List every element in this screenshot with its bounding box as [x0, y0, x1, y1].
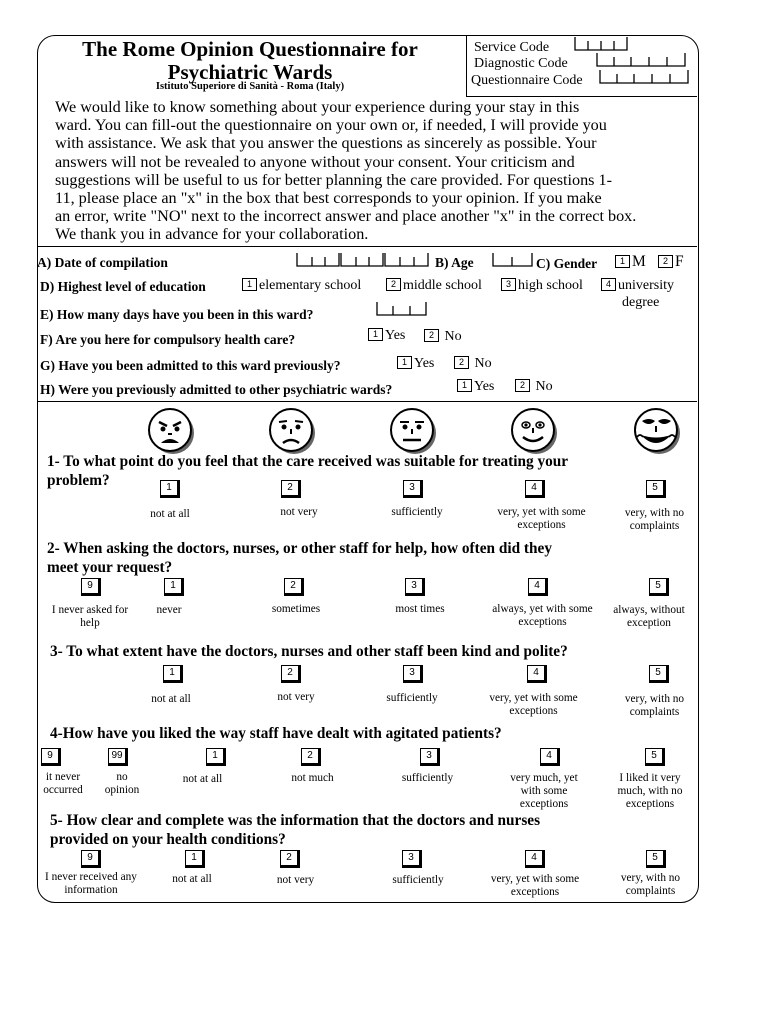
date-of-compilation-field[interactable]: [296, 253, 430, 267]
question-2: [47, 540, 707, 577]
question-3: [50, 643, 710, 662]
very-happy-face-icon: [630, 407, 684, 455]
answer-label: very, yet with some exceptions: [489, 692, 578, 717]
questionnaire-code-field[interactable]: [599, 70, 689, 84]
no-label: No: [535, 379, 553, 394]
question-text: 5- How clear and complete was the information that the doctors and nurses: [50, 812, 541, 829]
question-5: [50, 812, 710, 849]
answer-box[interactable]: 3: [403, 480, 423, 498]
other-wards-no-option[interactable]: [515, 379, 553, 395]
answer-box[interactable]: 1: [164, 578, 184, 596]
answer-label: most times: [395, 603, 445, 615]
intro-line: suggestions will be useful to us for better planning the care provided. For questions 1-: [55, 170, 613, 189]
answer-label: not at all: [151, 693, 191, 705]
answer-box[interactable]: 9: [81, 850, 101, 868]
question-text: 2- When asking the doctors, nurses, or other staff for help, how often did they: [47, 540, 552, 557]
question-text: problem?: [47, 471, 110, 489]
diagnostic-code-label: Diagnostic Code: [474, 56, 568, 71]
answer-box[interactable]: 4: [525, 480, 545, 498]
answer-label: not at all: [172, 873, 212, 885]
answer-label: very, yet with some exceptions: [497, 506, 586, 531]
answer-label: very, with no complaints: [624, 693, 685, 718]
gender-male-label: M: [632, 253, 646, 270]
no-box[interactable]: 2: [515, 379, 530, 392]
answer-box[interactable]: 2: [301, 748, 321, 766]
sad-face-icon: [267, 407, 317, 455]
demographics-rule: [37, 401, 697, 402]
education-box[interactable]: 1: [242, 278, 257, 291]
answer-label: sufficiently: [401, 772, 454, 784]
answer-label: very much, yet with some exceptions: [510, 772, 578, 810]
yes-label: Yes: [474, 379, 495, 394]
answer-label: not at all: [150, 508, 190, 520]
answer-label: not very: [280, 506, 318, 518]
header-rule: [466, 96, 697, 97]
no-label: No: [444, 329, 462, 344]
answer-label: I never received any information: [45, 871, 137, 896]
answer-box[interactable]: 4: [540, 748, 560, 766]
answer-label: no opinion: [104, 771, 140, 796]
answer-box[interactable]: 2: [284, 578, 304, 596]
no-label: No: [474, 356, 492, 371]
question-1: [47, 453, 707, 490]
questionnaire-code-label: Questionnaire Code: [471, 73, 583, 88]
intro-line: We would like to know something about your experience during your stay in this: [55, 98, 580, 116]
answer-box[interactable]: 5: [649, 665, 669, 683]
answer-box[interactable]: 3: [405, 578, 425, 596]
answer-label: sufficiently: [386, 692, 438, 704]
answer-box[interactable]: 5: [645, 748, 665, 766]
compulsory-yes-option[interactable]: [368, 328, 405, 344]
form-title-line-2: Psychiatric Wards: [167, 60, 333, 84]
answer-box[interactable]: 2: [281, 665, 301, 683]
answer-box[interactable]: 9: [41, 748, 61, 766]
answer-box[interactable]: 1: [163, 665, 183, 683]
education-box[interactable]: 3: [501, 278, 516, 291]
answer-label: sometimes: [271, 603, 321, 615]
education-university-cont: degree: [622, 295, 660, 310]
answer-label: not very: [277, 691, 315, 703]
no-box[interactable]: 2: [424, 329, 439, 342]
answer-label: sufficiently: [391, 506, 443, 518]
answer-box[interactable]: 3: [402, 850, 422, 868]
education-option-label: high school: [518, 278, 583, 293]
answer-box[interactable]: 2: [281, 480, 301, 498]
answer-label: very, with no complaints: [624, 507, 685, 532]
question-text: 3- To what extent have the doctors, nurses and other staff been kind and polite?: [50, 643, 568, 660]
intro-line: answers will not be revealed to anyone without your consent. Your criticism and: [55, 152, 575, 171]
answer-label: not very: [276, 874, 315, 886]
answer-box[interactable]: 4: [527, 665, 547, 683]
education-option-label: university: [618, 278, 674, 293]
yes-box[interactable]: 1: [457, 379, 472, 392]
date-of-compilation-label: A) Date of compilation: [37, 255, 168, 270]
admitted-previously-label: G) Have you been admitted to this ward previously?: [40, 358, 341, 373]
answer-box[interactable]: 5: [649, 578, 669, 596]
answer-label: always, without exception: [613, 604, 685, 629]
answer-label: I liked it very much, with no exceptions: [617, 772, 683, 810]
education-option-elementary[interactable]: [242, 278, 361, 294]
yes-label: Yes: [385, 328, 406, 343]
answer-label: not at all: [182, 773, 223, 785]
gender-male-box[interactable]: 1: [615, 255, 630, 268]
gender-male-option[interactable]: [615, 253, 646, 271]
other-wards-label: H) Were you previously admitted to other psychiatric wards?: [40, 382, 393, 397]
answer-label: I never asked for help: [51, 604, 129, 629]
yes-box[interactable]: 1: [397, 356, 412, 369]
other-wards-yes-option[interactable]: [457, 379, 494, 395]
answer-label: not much: [291, 772, 334, 784]
service-code-field[interactable]: [574, 37, 628, 51]
answer-label: very, with no complaints: [620, 872, 681, 897]
angry-face-icon: [146, 407, 196, 455]
intro-text: [55, 98, 715, 244]
days-in-ward-field[interactable]: [376, 302, 428, 316]
smiling-face-icon: [509, 407, 559, 455]
gender-female-box[interactable]: 2: [658, 255, 673, 268]
header-divider: [466, 35, 467, 97]
answer-box[interactable]: 5: [646, 480, 666, 498]
answer-box[interactable]: 1: [206, 748, 226, 766]
question-text: 1- To what point do you feel that the care received was suitable for treating your: [47, 453, 569, 470]
gender-label: C) Gender: [536, 256, 598, 271]
compulsory-care-label: F) Are you here for compulsory health care?: [40, 332, 296, 347]
yes-label: Yes: [414, 356, 435, 371]
answer-box[interactable]: 1: [185, 850, 205, 868]
education-option-middle[interactable]: [386, 278, 482, 294]
answer-label: always, yet with some exceptions: [492, 603, 593, 628]
education-option-label: elementary school: [259, 278, 362, 293]
age-label: B) Age: [435, 255, 474, 270]
question-4: [50, 725, 710, 744]
answer-label: it never occurred: [43, 771, 83, 796]
answer-box[interactable]: 9: [81, 578, 101, 596]
days-in-ward-label: E) How many days have you been in this ward?: [40, 307, 314, 322]
admitted-yes-option[interactable]: [397, 356, 434, 372]
education-option-label: middle school: [403, 278, 482, 293]
answer-box[interactable]: 5: [646, 850, 666, 868]
yes-box[interactable]: 1: [368, 328, 383, 341]
education-option-university[interactable]: [601, 278, 674, 294]
intro-rule: [37, 246, 697, 247]
gender-female-label: F: [675, 253, 684, 270]
admitted-no-option[interactable]: [454, 356, 492, 372]
education-label: D) Highest level of education: [40, 279, 206, 294]
gender-female-option[interactable]: [658, 253, 684, 271]
education-box[interactable]: 2: [386, 278, 401, 291]
answer-box[interactable]: 3: [403, 665, 423, 683]
intro-line: ward. You can fill-out the questionnaire on your own or, if needed, I will provide you: [55, 116, 607, 135]
answer-box[interactable]: 4: [528, 578, 548, 596]
answer-label: never: [156, 604, 182, 616]
intro-line: 11, please place an "x" in the box that best corresponds to your opinion. If you make: [55, 189, 602, 208]
answer-label: sufficiently: [392, 874, 444, 886]
answer-box[interactable]: 2: [280, 850, 300, 868]
form-title-line-1: The Rome Opinion Questionnaire for: [82, 37, 418, 61]
neutral-face-icon: [388, 407, 438, 455]
answer-box[interactable]: 4: [525, 850, 545, 868]
age-field[interactable]: [492, 253, 534, 267]
intro-line: with assistance. We ask that you answer the questions as sincerely as possible. Your: [55, 134, 597, 153]
answer-box[interactable]: 1: [160, 480, 180, 498]
education-option-high[interactable]: [501, 278, 583, 294]
intro-line: an error, write "NO" next to the incorrect answer and place another "x" in the correct box.: [55, 207, 637, 226]
education-box[interactable]: 4: [601, 278, 616, 291]
diagnostic-code-field[interactable]: [596, 53, 686, 67]
service-code-label: Service Code: [474, 40, 550, 55]
question-text: meet your request?: [47, 558, 173, 576]
answer-box[interactable]: 99: [108, 748, 128, 766]
question-text: 4-How have you liked the way staff have dealt with agitated patients?: [50, 725, 502, 742]
no-box[interactable]: 2: [454, 356, 469, 369]
intro-line: We thank you in advance for your collaboration.: [55, 225, 369, 244]
question-text: provided on your health conditions?: [50, 830, 286, 848]
compulsory-no-option[interactable]: [424, 329, 462, 345]
answer-box[interactable]: 3: [420, 748, 440, 766]
institute-name: Istituto Superiore di Sanità - Roma (Italy): [155, 81, 345, 92]
answer-label: very, yet with some exceptions: [490, 873, 580, 898]
